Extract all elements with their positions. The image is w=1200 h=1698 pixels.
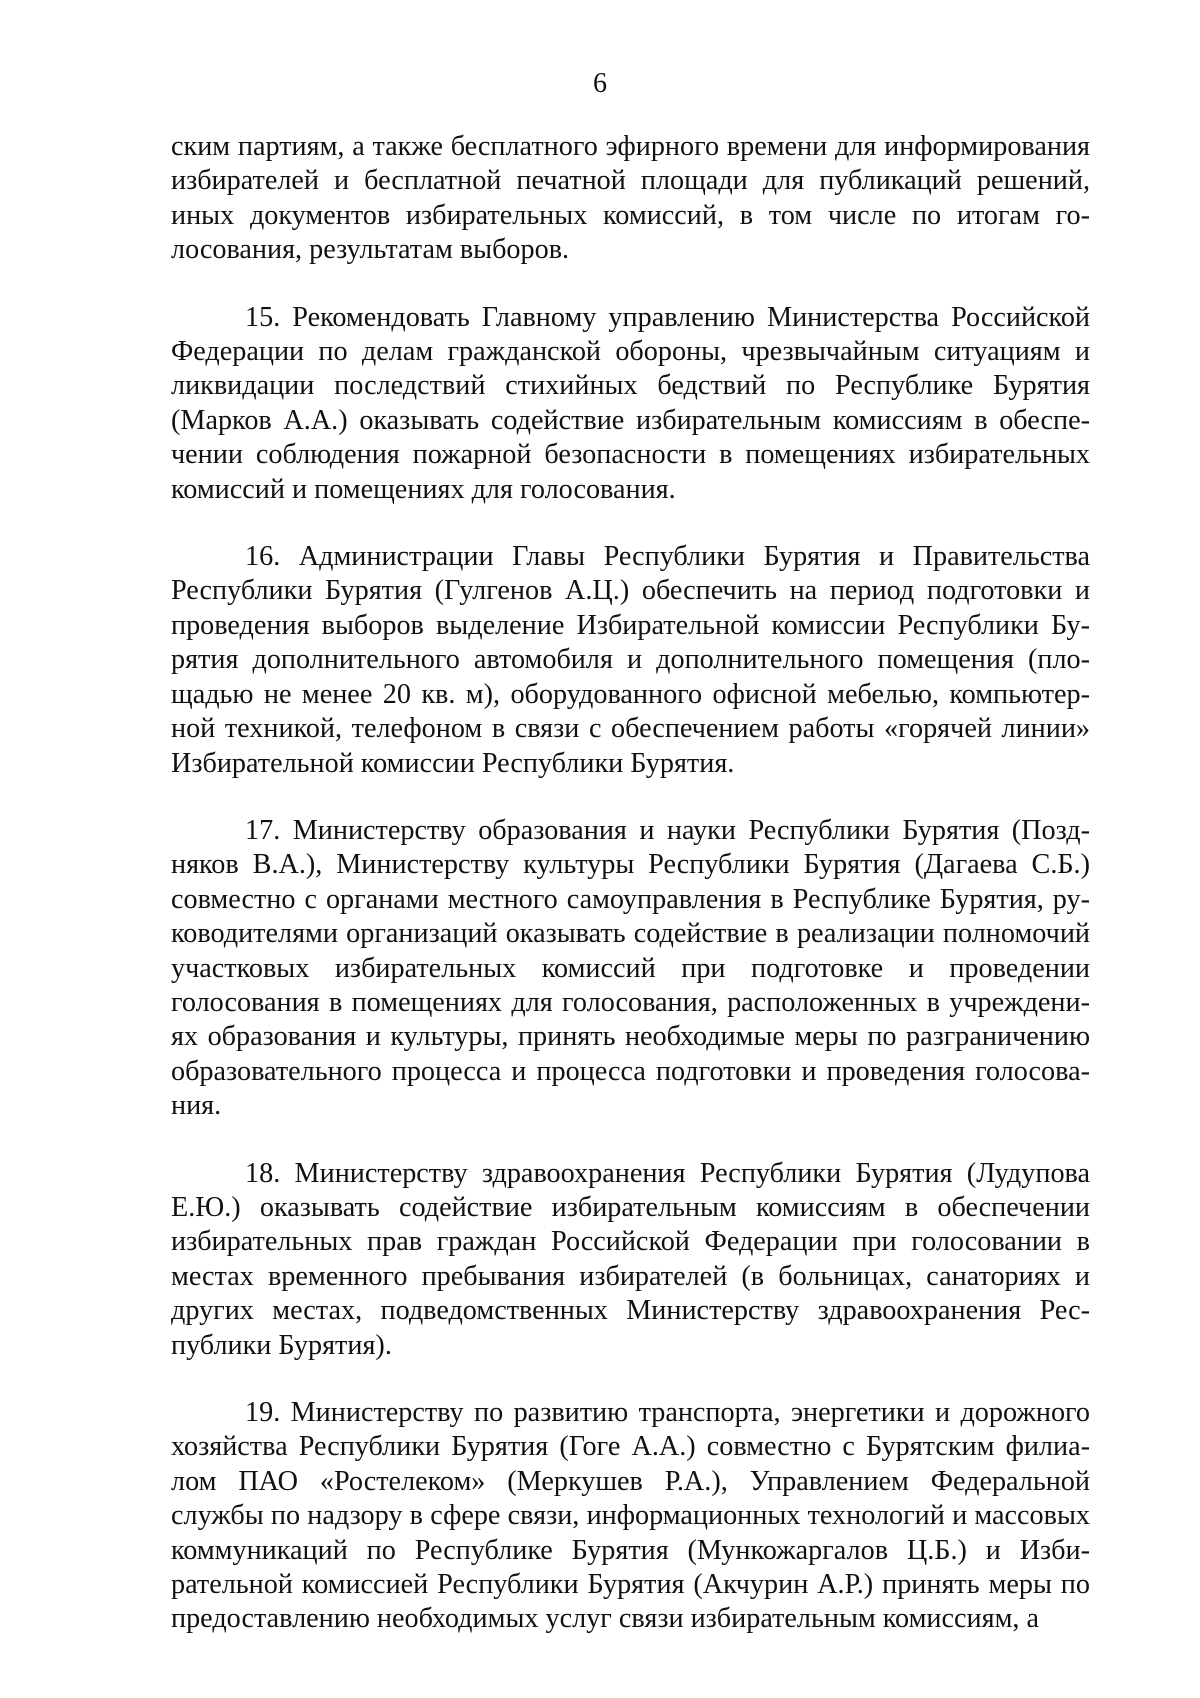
- document-body: [171, 130, 1090, 1637]
- paragraph-18: 18. Министерству здравоохранения Республики Бурятия (Лудупова Е.Ю.) оказывать содействие избирательным комиссиям в обеспечении избирательных прав граждан Российской Федерации при голосовании в местах временного пребывания избирателей (в больницах, санаториях и других местах, подведомственных Министерству здравоохранения Республики Бурятия).: [171, 1157, 1090, 1361]
- paragraph-16: 16. Администрации Главы Республики Бурятия и Правительства Республики Бурятия (Гулгенов А.Ц.) обеспечить на период подготовки и проведения выборов выделение Избирательной комиссии Республики Бурятия дополнительного автомобиля и дополнительного помещения (площадью не менее 20 кв. м), оборудованного офисной мебелью, компьютерной техникой, телефоном в связи с обеспечением работы «горячей линии» Избирательной комиссии Республики Бурятия.: [171, 541, 1090, 779]
- paragraph-17: 17. Министерству образования и науки Республики Бурятия (Поздняков В.А.), Министерству культуры Республики Бурятия (Дагаева С.Б.) совместно с органами местного самоуправления в Республике Бурятия, руководителями организаций оказывать содействие в реализации полномочий участковых избирательных комиссий при подготовке и проведении голосования в помещениях для голосования, расположенных в учреждениях образования и культуры, принять необходимые меры по разграничению образовательного процесса и процесса подготовки и проведения голосования.: [171, 814, 1090, 1122]
- paragraph-15: 15. Рекомендовать Главному управлению Министерства Российской Федерации по делам гражданской обороны, чрезвычайным ситуациям и ликвидации последствий стихийных бедствий по Республике Бурятия (Марков А.А.) оказывать содействие избирательным комиссиям в обеспечении соблюдения пожарной безопасности в помещениях избирательных комиссий и помещениях для голосования.: [171, 301, 1090, 505]
- paragraph-continuation: ским партиям, а также бесплатного эфирного времени для информирования избирателей и бесплатной печатной площади для публикаций решений, иных документов избирательных комиссий, в том числе по итогам голосования, результатам выборов.: [171, 131, 1090, 266]
- paragraph-19: 19. Министерству по развитию транспорта, энергетики и дорожного хозяйства Республики Бурятия (Гоге А.А.) совместно с Бурятским филиалом ПАО «Ростелеком» (Меркушев Р.А.), Управлением Федеральной службы по надзору в сфере связи, информационных технологий и массовых коммуникаций по Республике Бурятия (Мункожаргалов Ц.Б.) и Избирательной комиссией Республики Бурятия (Акчурин А.Р.) принять меры по предоставлению необходимых услуг связи избирательным комиссиям, а: [171, 1397, 1090, 1635]
- page-number: 6: [593, 68, 607, 99]
